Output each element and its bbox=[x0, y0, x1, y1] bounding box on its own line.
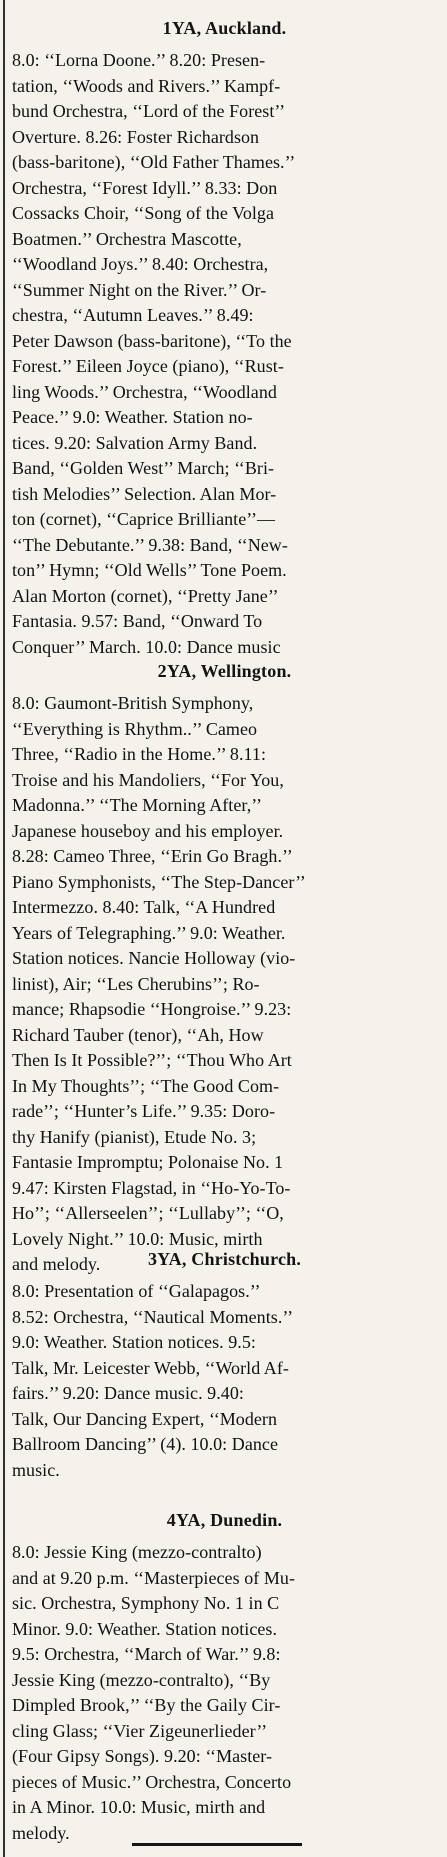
section-1ya-auckland bbox=[12, 16, 437, 660]
bottom-rule bbox=[132, 1843, 302, 1846]
station-body-2ya: 8.0: Gaumont-British Symphony, ‘‘Everything is Rhythm..’’ Cameo Three, ‘‘Radio in the Home.’’ 8.11: Troise and his Mandoliers, ‘‘For You, Madonna.’’ ‘‘The Morning After,’’ Japanese houseboy and his employer. 8.28: Cameo Three, ‘‘Erin Go Bragh.’’ Piano Symphonists, ‘‘The Step-Dancer’’ Intermezzo. 8.40: Talk, ‘‘A Hundred Years of Telegraphing.’’ 9.0: Weather. Station notices. Nancie Holloway (vio- linist), Air; ‘‘Les Cherubins’’; Ro- mance; Rhapsodie ‘‘Hongroise.’’ 9.23: Richard Tauber (tenor), ‘‘Ah, How Then Is It Possible?’’; ‘‘Thou Who Art In My Thoughts’’; ‘‘The Good Com- rade’’; ‘‘Hunter’s Life.’’ 9.35: Doro- thy Hanify (pianist), Etude No. 3; Fantasie Impromptu; Polonaise No. 1 9.47: Kirsten Flagstad, in ‘‘Ho-Yo-To- Ho’’; ‘‘Allerseelen’’; ‘‘Lullaby’’; ‘‘O, Lovely Night.’’ 10.0: Music, mirth and melody. bbox=[12, 693, 306, 1274]
station-heading-3ya: 3YA, Christchurch. bbox=[147, 1249, 302, 1269]
section-4ya-dunedin bbox=[12, 1508, 437, 1846]
station-body-4ya: 8.0: Jessie King (mezzo-contralto) and at 9.20 p.m. ‘‘Masterpieces of Mu- sic. Orchestra, Symphony No. 1 in C Minor. 9.0: Weather. Station notices. 9.5: Orchestra, ‘‘March of War.’’ 9.8: Jessie King (mezzo-contralto), ‘‘By Dimpled Brook,’’ ‘‘By the Gaily Cir- cling Glass; ‘‘Vier Zigeunerlieder’’ (Four Gipsy Songs). 9.20: ‘‘Master- pieces of Music.’’ Orchestra, Concerto in A Minor. 10.0: Music, mirth and melody. bbox=[12, 1542, 295, 1843]
station-body-3ya: 8.0: Presentation of ‘‘Galapagos.’’ 8.52: Orchestra, ‘‘Nautical Moments.’’ 9.0: Weather. Station notices. 9.5: Talk, Mr. Leicester Webb, ‘‘World Af- fairs.’’ 9.20: Dance music. 9.40: Talk, Our Dancing Expert, ‘‘Modern Ballroom Dancing’’ (4). 10.0: Dance music. bbox=[12, 1281, 294, 1480]
station-heading-1ya: 1YA, Auckland. bbox=[162, 18, 287, 38]
station-heading-4ya: 4YA, Dunedin. bbox=[166, 1510, 283, 1530]
station-heading-2ya: 2YA, Wellington. bbox=[157, 661, 292, 681]
radio-programmes-column bbox=[12, 0, 437, 1857]
section-2ya-wellington bbox=[12, 659, 437, 1278]
section-3ya-christchurch bbox=[12, 1247, 437, 1483]
station-body-1ya: 8.0: ‘‘Lorna Doone.’’ 8.20: Presen- tation, ‘‘Woods and Rivers.’’ Kampf- bund Orchestra, ‘‘Lord of the Forest’’ Overture. 8.26: Foster Richardson (bass-baritone), ‘‘Old Father Thames.’’ Orchestra, ‘‘Forest Idyll.’’ 8.33: Don Cossacks Choir, ‘‘Song of the Volga Boatmen.’’ Orchestra Mascotte, ‘‘Woodland Joys.’’ 8.40: Orchestra, ‘‘Summer Night on the River.’’ Or- chestra, ‘‘Autumn Leaves.’’ 8.49: Peter Dawson (bass-baritone), ‘‘To the Forest.’’ Eileen Joyce (piano), ‘‘Rust- ling Woods.’’ Orchestra, ‘‘Woodland Peace.’’ 9.0: Weather. Station no- tices. 9.20: Salvation Army Band. Band, ‘‘Golden West’’ March; ‘‘Bri- tish Melodies’’ Selection. Alan Mor- ton (cornet), ‘‘Caprice Brilliante’’— ‘‘The Debutante.’’ 9.38: Band, ‘‘New- ton’’ Hymn; ‘‘Old Wells’’ Tone Poem. Alan Morton (cornet), ‘‘Pretty Jane’’ Fantasia. 9.57: Band, ‘‘Onward To Conquer’’ March. 10.0: Dance music bbox=[12, 50, 296, 657]
left-column-rule bbox=[3, 0, 5, 1857]
